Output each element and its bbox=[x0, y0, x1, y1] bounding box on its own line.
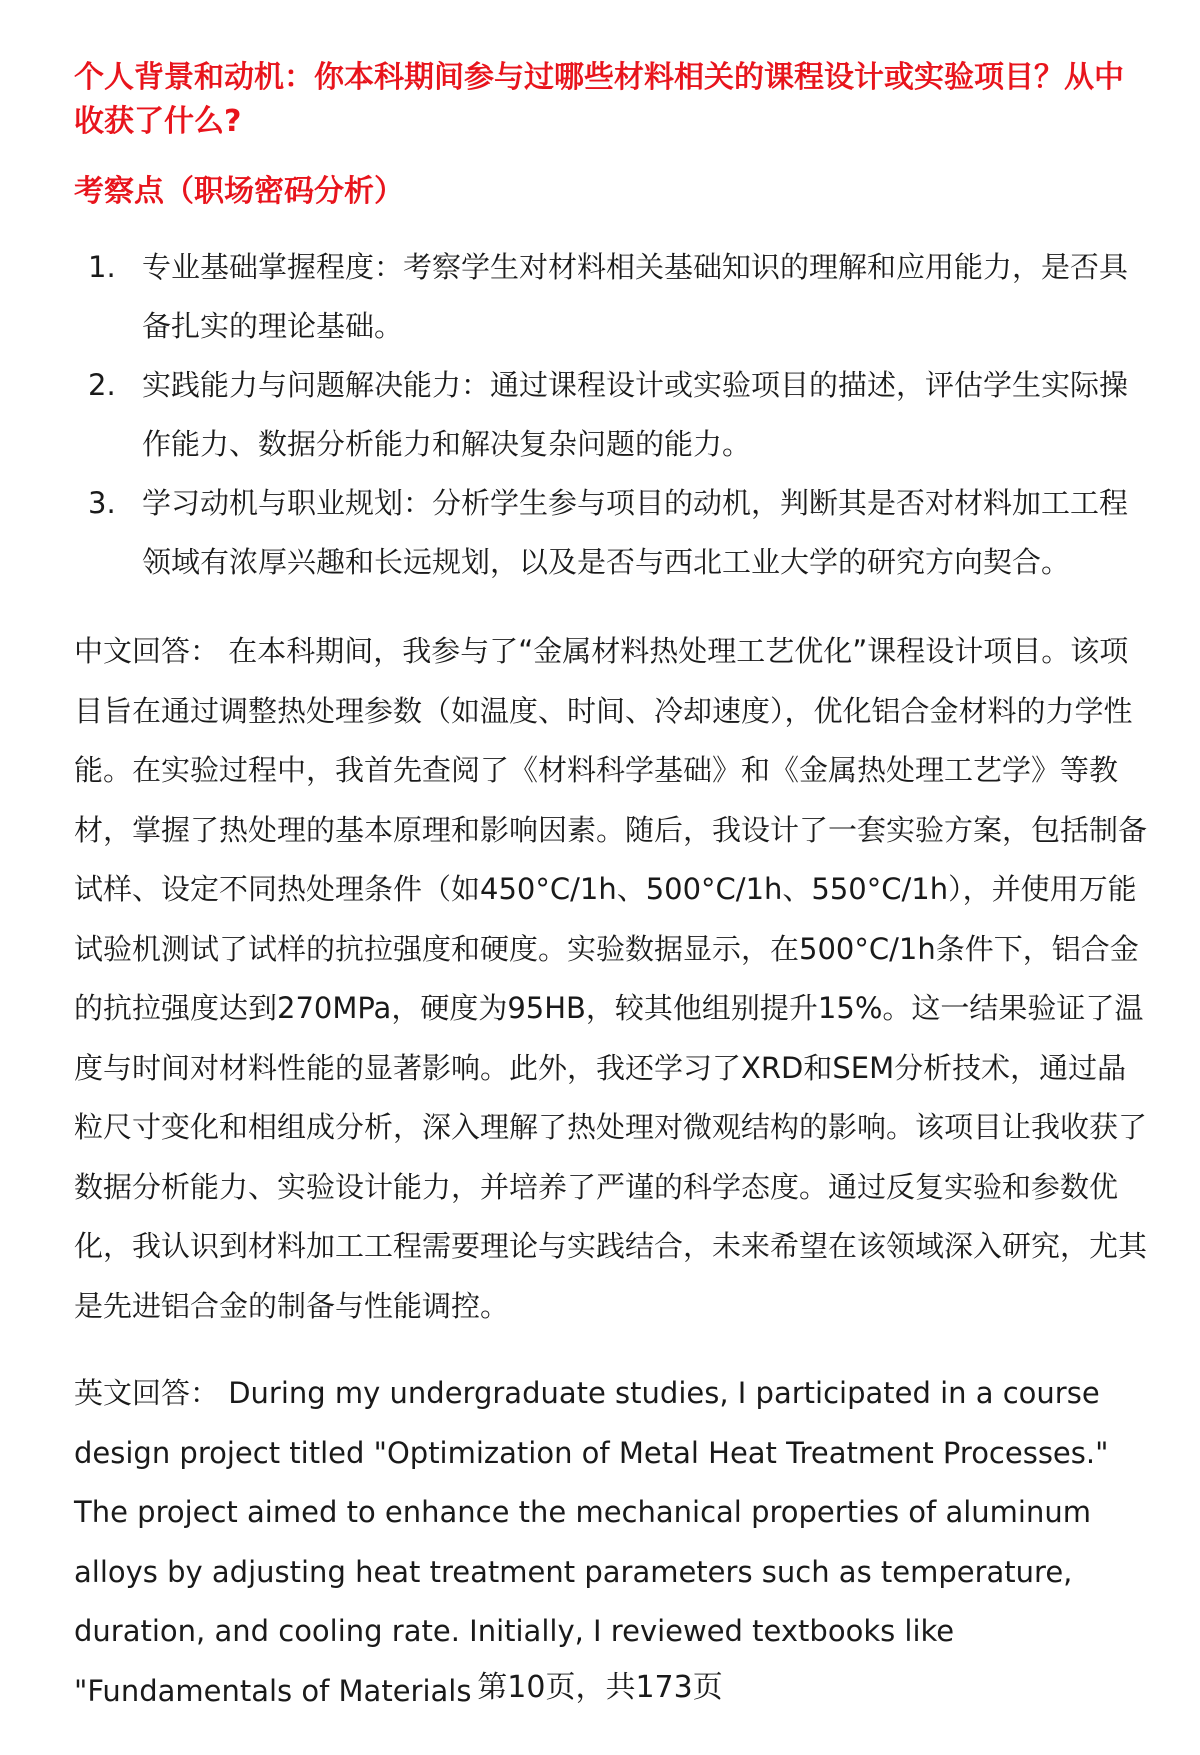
list-item-number: 2. bbox=[88, 368, 116, 402]
page-number-footer: 第10页，共173页 bbox=[477, 1670, 723, 1705]
assessment-points-list bbox=[74, 238, 1152, 592]
question-title: 个人背景和动机：你本科期间参与过哪些材料相关的课程设计或实验项目？从中收获了什么? bbox=[74, 60, 1124, 139]
document-page bbox=[74, 56, 1152, 1721]
list-item-number: 3. bbox=[88, 486, 116, 520]
list-item-number: 1. bbox=[88, 250, 116, 284]
english-answer-paragraph: 英文回答： During my undergraduate studies, I participated in a course design project titled "Optimization of Metal Heat Treatment Processes." The project aimed to enhance the mechanical properties of aluminum alloys by adjusting heat treatment parameters such as temperature, duration, and cooling rate. Initially, I reviewed textbooks like "Fundamentals of Materials bbox=[74, 1376, 1109, 1708]
list-item bbox=[88, 238, 1152, 356]
list-item-text: 专业基础掌握程度：考察学生对材料相关基础知识的理解和应用能力，是否具备扎实的理论基础。 bbox=[142, 250, 1129, 343]
list-item bbox=[88, 474, 1152, 592]
list-item-text: 学习动机与职业规划：分析学生参与项目的动机，判断其是否对材料加工工程领域有浓厚兴趣和长远规划，以及是否与西北工业大学的研究方向契合。 bbox=[142, 486, 1129, 579]
question-subtitle: 考察点（职场密码分析） bbox=[74, 174, 404, 209]
list-item bbox=[88, 356, 1152, 474]
chinese-answer-paragraph: 中文回答： 在本科期间，我参与了“金属材料热处理工艺优化”课程设计项目。该项目旨在通过调整热处理参数（如温度、时间、冷却速度），优化铝合金材料的力学性能。在实验过程中，我首先查阅了《材料科学基础》和《金属热处理工艺学》等教材，掌握了热处理的基本原理和影响因素。随后，我设计了一套实验方案，包括制备试样、设定不同热处理条件（如450°C/1h、500°C/1h、550°C/1h），并使用万能试验机测试了试样的抗拉强度和硬度。实验数据显示，在500°C/1h条件下，铝合金的抗拉强度达到270MPa，硬度为95HB，较其他组别提升15%。这一结果验证了温度与时间对材料性能的显著影响。此外，我还学习了XRD和SEM分析技术，通过晶粒尺寸变化和相组成分析，深入理解了热处理对微观结构的影响。该项目让我收获了数据分析能力、实验设计能力，并培养了严谨的科学态度。通过反复实验和参数优化，我认识到材料加工工程需要理论与实践结合，未来希望在该领域深入研究，尤其是先进铝合金的制备与性能调控。 bbox=[74, 634, 1148, 1323]
list-item-text: 实践能力与问题解决能力：通过课程设计或实验项目的描述，评估学生实际操作能力、数据分析能力和解决复杂问题的能力。 bbox=[142, 368, 1129, 461]
